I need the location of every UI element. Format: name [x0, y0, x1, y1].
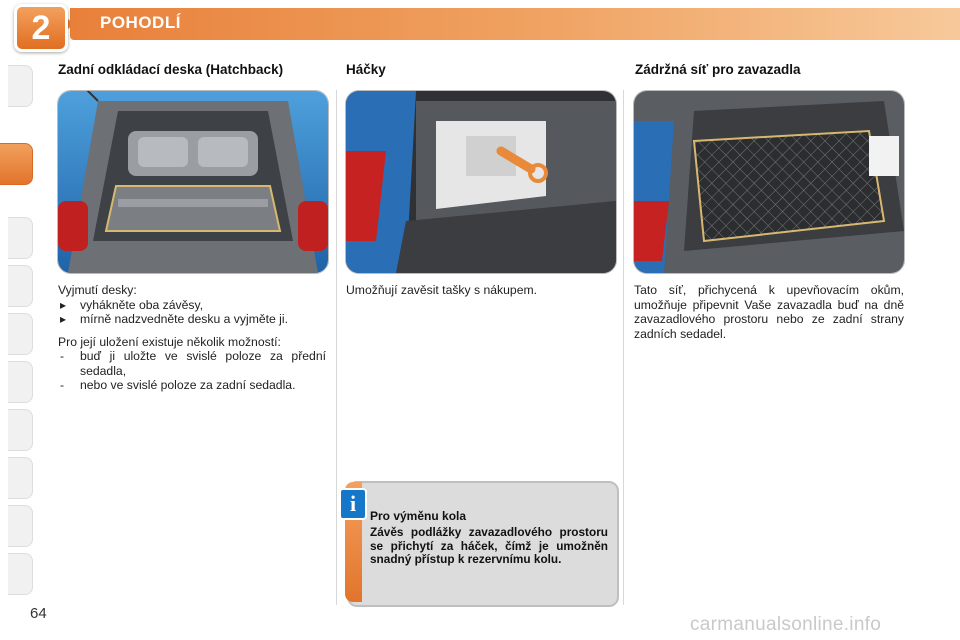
chapter-tab-10[interactable]	[8, 553, 33, 595]
chapter-badge: 2	[14, 4, 68, 52]
info-icon: i	[339, 488, 367, 520]
list-item: ▸ vyhákněte oba závěsy,	[60, 297, 204, 312]
parcel-shelf-illustration	[58, 91, 328, 273]
chapter-tab-1[interactable]	[8, 65, 33, 107]
hooks-illustration	[346, 91, 616, 273]
luggage-net-description: Tato síť, přichycená k upevňovacím okům, umožňuje připevnit Vaše zavazadla buď na dně zavazadlového prostoru nebo ze zadní strany zadních sedadel.	[634, 283, 904, 341]
arrow-bullet-icon: ▸	[60, 297, 67, 312]
column-divider	[336, 90, 337, 605]
page-title: POHODLÍ	[100, 13, 181, 32]
column-divider	[623, 90, 624, 605]
arrow-bullet-icon: ▸	[60, 312, 67, 326]
section-title-luggage-net: Zádržná síť pro zavazadla	[635, 62, 801, 77]
parcel-shelf-instructions	[58, 283, 326, 393]
chapter-tab-6[interactable]	[8, 361, 33, 403]
header-bar	[70, 8, 960, 40]
chapter-tab-5[interactable]	[8, 313, 33, 355]
watermark: carmanualsonline.info	[690, 614, 882, 635]
storage-intro: Pro její uložení existuje několik možností:	[58, 334, 281, 349]
chapter-tab-9[interactable]	[8, 505, 33, 547]
chapter-tab-3[interactable]	[8, 217, 33, 259]
page-number: 64	[30, 605, 47, 622]
chapter-tab-2-active[interactable]	[0, 143, 33, 185]
photo-hooks	[345, 90, 617, 274]
luggage-net-illustration	[634, 91, 904, 273]
photo-luggage-net	[633, 90, 905, 274]
list-item: ▸ mírně nadzvedněte desku a vyjměte ji.	[60, 312, 288, 326]
section-title-hooks: Háčky	[346, 62, 386, 77]
hooks-description: Umožňují zavěsit tašky s nákupem.	[346, 283, 538, 297]
removal-intro: Vyjmutí desky:	[58, 283, 137, 297]
chapter-tab-8[interactable]	[8, 457, 33, 499]
info-box-text: Závěs podlážky zavazadlového prostoru se přichytí za háček, čímž je umožněn snadný přístup k rezervnímu kolu.	[370, 525, 608, 567]
chapter-tab-7[interactable]	[8, 409, 33, 451]
photo-parcel-shelf	[57, 90, 329, 274]
chapter-tab-4[interactable]	[8, 265, 33, 307]
list-item: - nebo ve svislé poloze za zadní sedadla.	[60, 378, 296, 392]
section-title-parcel-shelf: Zadní odkládací deska (Hatchback)	[58, 62, 284, 77]
info-box-title: Pro výměnu kola	[370, 509, 467, 523]
list-item: - buď ji uložte ve svislé poloze za přední sedadla,	[60, 349, 326, 378]
